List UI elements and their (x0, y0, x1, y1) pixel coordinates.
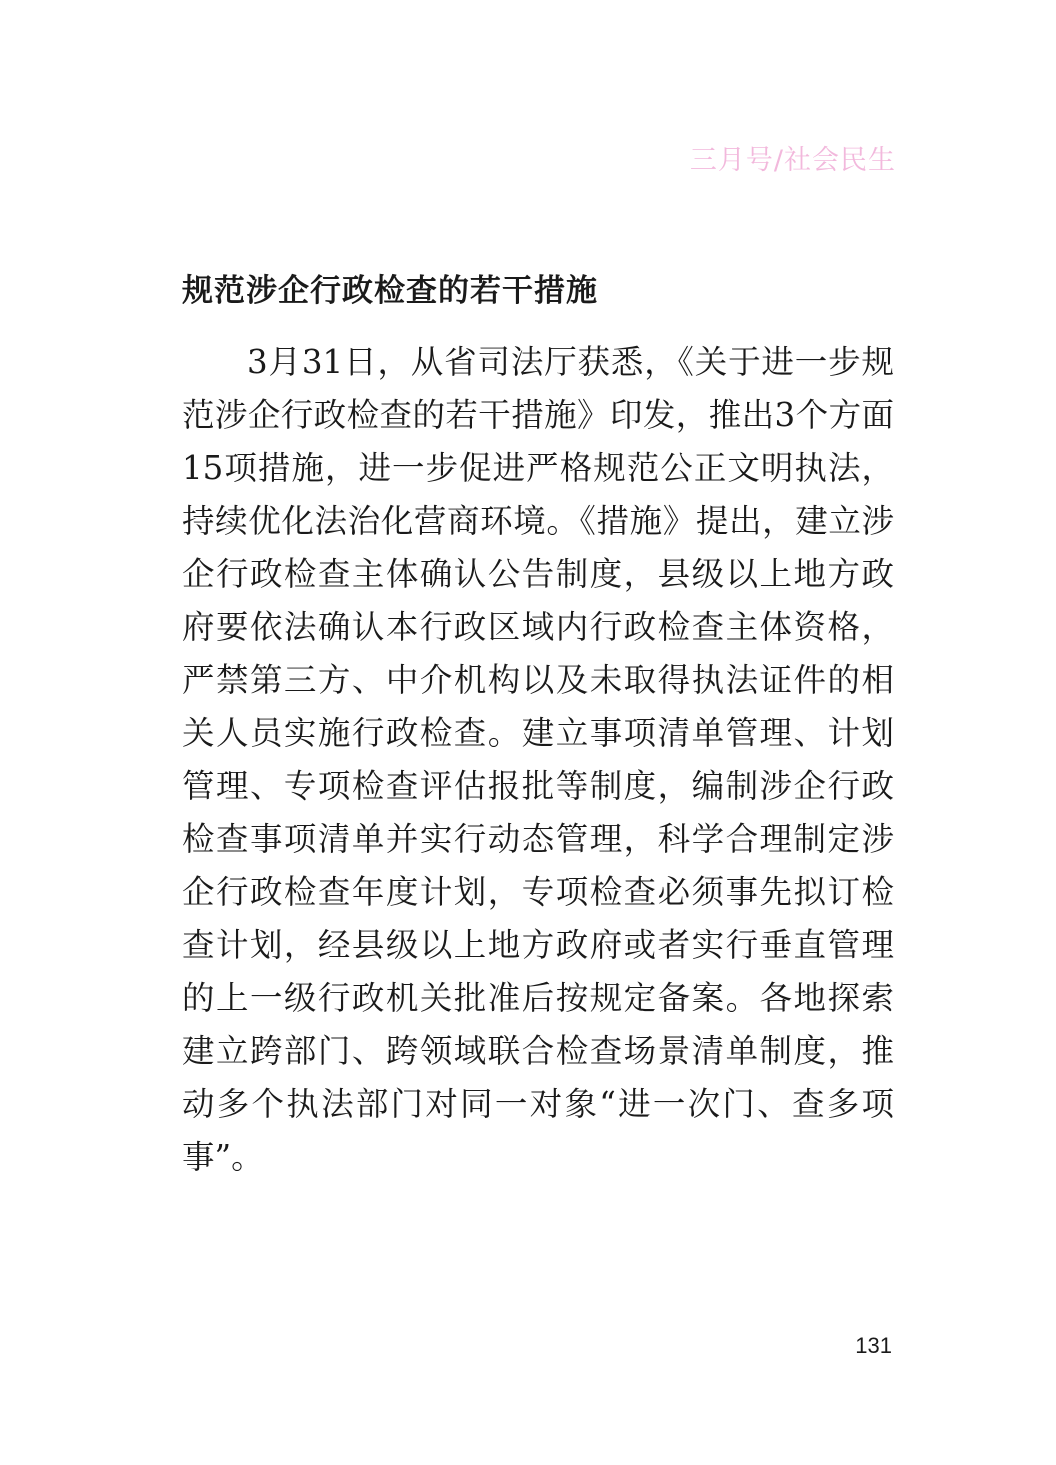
article-title: 规范涉企行政检查的若干措施 (182, 273, 598, 309)
page-number: 131 (855, 1333, 892, 1358)
article (182, 268, 894, 1184)
running-header-section: 三月号/社会民生 (689, 145, 896, 176)
article-body: 3月31日，从省司法厅获悉，《关于进一步规范涉企行政检查的若干措施》印发，推出3个方面15项措施，进一步促进严格规范公正文明执法，持续优化法治化营商环境。《措施》提出，建立涉企行政检查主体确认公告制度，县级以上地方政府要依法确认本行政区域内行政检查主体资格，严禁第三方、中介机构以及未取得执法证件的相关人员实施行政检查。建立事项清单管理、计划管理、专项检查评估报批等制度，编制涉企行政检查事项清单并实行动态管理，科学合理制定涉企行政检查年度计划，专项检查必须事先拟订检查计划，经县级以上地方政府或者实行垂直管理的上一级行政机关批准后按规定备案。各地探索建立跨部门、跨领域联合检查场景清单制度，推动多个执法部门对同一对象“进一次门、查多项事”。 (182, 343, 894, 1176)
